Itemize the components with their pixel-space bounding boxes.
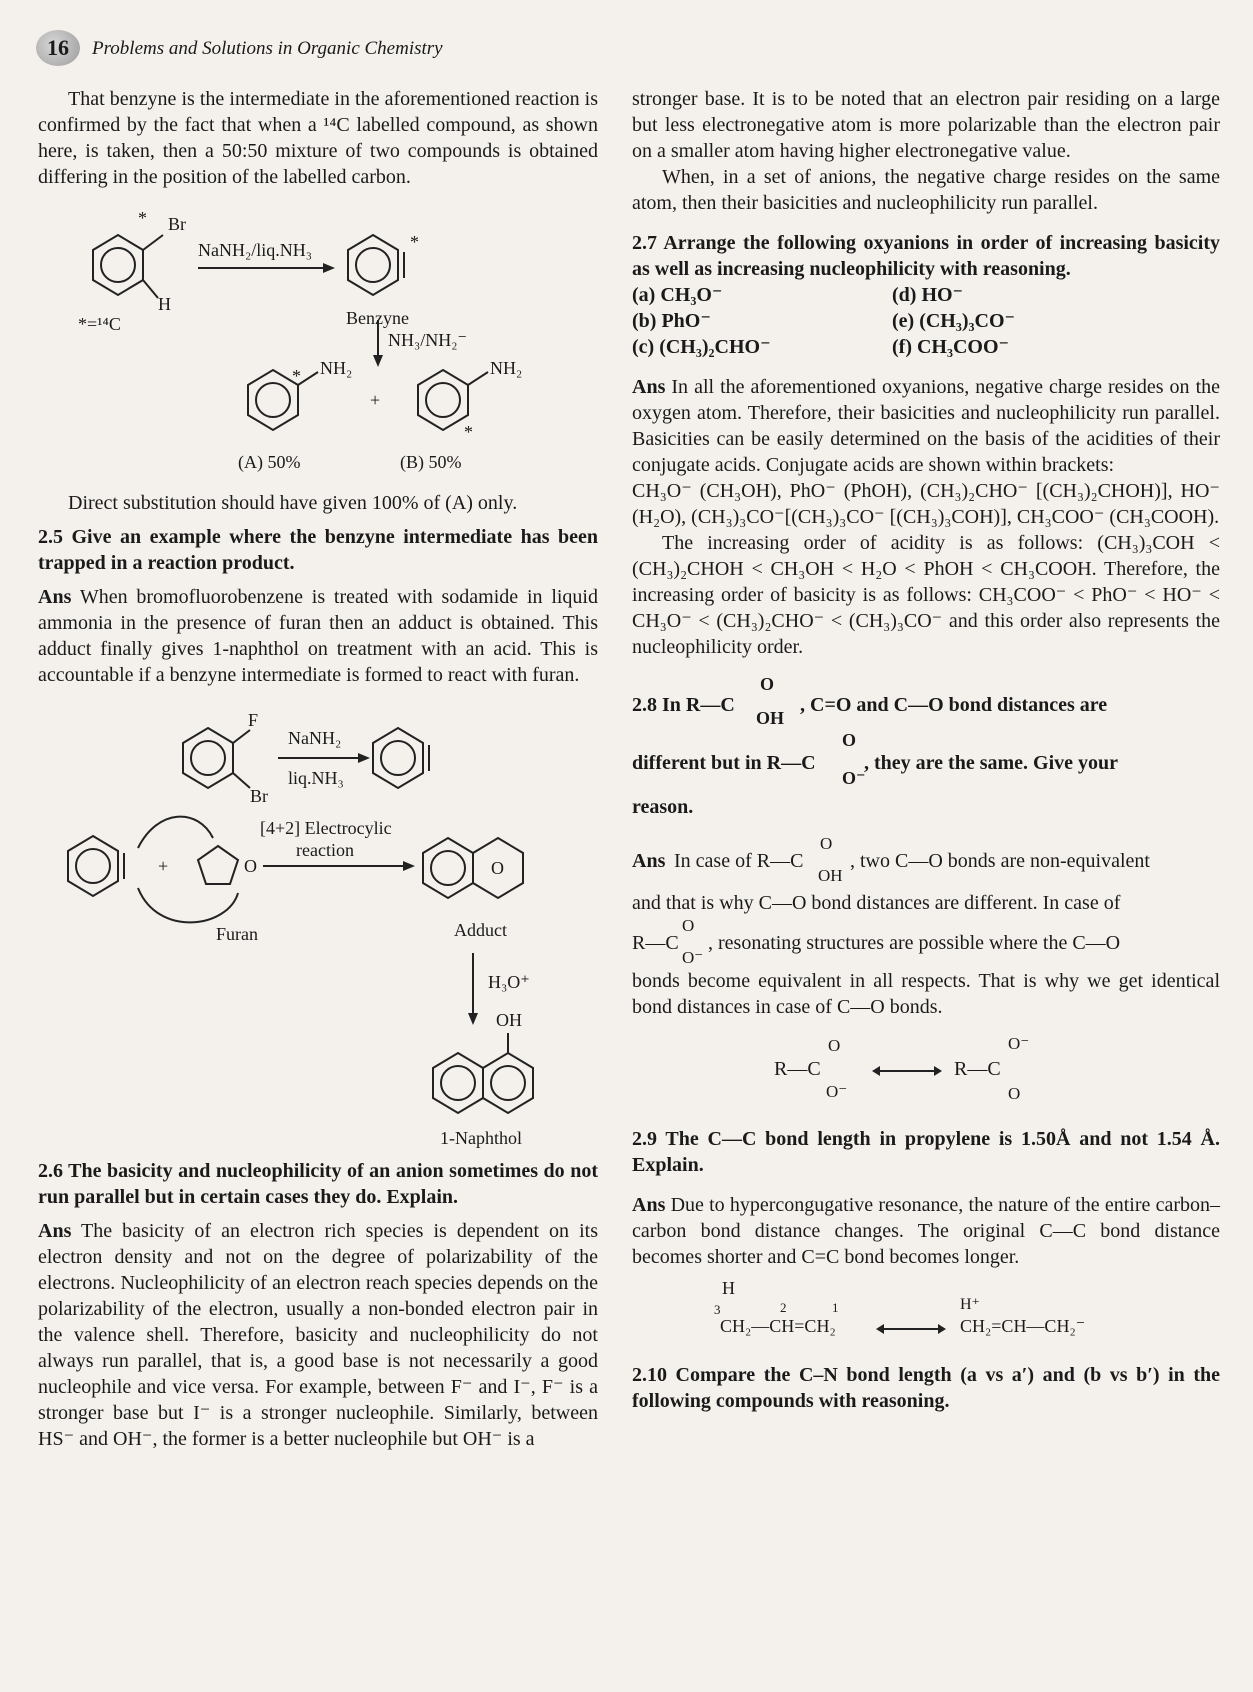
scheme2-acid: H₃O⁺ [488, 972, 530, 992]
answer-2-6-text: The basicity of an electron rich species is dependent on its electron density and not on the degree of polarizability of the electrons. Nucleophilicity of an electron reach species depends on the polarizability of the electron, usually a non-bonded electron pair in the valence shell. Therefore, basicity and nucleophilicity do not always run parallel, that is, a good base is not necessarily a good nucleophile and vice versa. For example, between F⁻ and I⁻, F⁻ is a stronger base but I⁻ is a stronger nucleophile. Similarly, between HS⁻ and OH⁻, the former is a better nucleophile but OH⁻ is a [38, 1220, 599, 1450]
hyper-num-3: 3 [714, 1302, 721, 1317]
a28-line3-post: , resonating structures are possible where the C—O [708, 932, 1121, 954]
q28-line2-pre: different but in R—C [632, 752, 816, 774]
scheme2-plus: + [158, 856, 169, 876]
scheme1-nh2-a: NH₂ [320, 358, 353, 378]
reso-left-o: O [828, 1036, 841, 1055]
resonance-arrow [872, 1064, 942, 1078]
answer-2-6 [38, 1218, 598, 1452]
question-2-8-line2 [632, 730, 1220, 794]
a28-line2: and that is why C—O bond distances are different. In case of [632, 892, 1121, 914]
conjugate-acids: CH₃O⁻ (CH₃OH), PhO⁻ (PhOH), (CH₃)₂CHO⁻ [(CH₃)₂CHOH)], HO⁻ (H₂O), (CH₃)₃CO⁻[(CH₃)₃CO⁻ [(CH₃)₃COH)], CH₃COO⁻ (CH₃COOH). [632, 480, 1220, 528]
oxyanion-d: (d) HO⁻ [892, 284, 964, 306]
q28-mid: , C=O and C—O bond distances are [800, 694, 1108, 716]
scheme2-f: F [248, 710, 259, 730]
scheme2-oh: OH [496, 1010, 522, 1030]
scheme2-adduct-o: O [491, 858, 504, 878]
answer-2-7-text: In all the aforementioned oxyanions, negative charge resides on the oxygen atom. Therefore, their basicities and nucleophilicity run parallel. Basicities can be easily determined on the basis of the acidities of their conjugate acids. Conjugate acids are shown within brackets: [632, 376, 1221, 476]
scheme1-br: Br [168, 214, 186, 234]
q28-oh: OH [756, 708, 785, 728]
q28-line2-post: , they are the same. Give your [864, 752, 1119, 774]
continued-paragraph: stronger base. It is to be noted that an electron pair residing on a large but less electronegative atom is more polarizable than the electron pair on a smaller atom having higher electronegative value. [632, 88, 1220, 162]
question-2-6: 2.6 The basicity and nucleophilicity of an anion sometimes do not run parallel but in certain cases they do. Explain. [38, 1160, 598, 1208]
reso-left-ominus: O⁻ [826, 1082, 848, 1101]
question-2-9: 2.9 The C—C bond length in propylene is 1.50Å and not 1.54 Å. Explain. [632, 1128, 1220, 1176]
q28-line3: reason. [632, 796, 694, 818]
a28-pre: In case of R—C [674, 850, 804, 872]
direct-substitution-note: Direct substitution should have given 100% of (A) only. [68, 492, 518, 514]
hyper-num-2: 2 [780, 1300, 787, 1315]
oxyanion-list-row-2 [632, 308, 1052, 334]
oxyanion-list-row-1 [632, 282, 1052, 308]
oxyanion-b: (b) PhO⁻ [632, 310, 711, 332]
scheme2-drawing [38, 688, 598, 1158]
a28-line4: bonds become equivalent in all respects. That is why we get identical bond distances in case of C—O bonds. [632, 970, 1220, 1018]
scheme1-benzyne-label: Benzyne [346, 308, 409, 328]
scheme1-a-label: (A) 50% [238, 452, 301, 472]
question-2-7: 2.7 Arrange the following oxyanions in order of increasing basicity as well as increasing nucleophilicity with reasoning. [632, 232, 1220, 280]
answer-2-9 [632, 1192, 1220, 1270]
benzyne-labelling-scheme [38, 190, 598, 490]
a28-line3-pre: R—C [632, 932, 679, 954]
hyper-resonance-arrow [876, 1322, 946, 1336]
answer-label: Ans [38, 586, 72, 608]
hyper-num-1: 1 [832, 1300, 839, 1315]
a28-post: , two C—O bonds are non-equivalent [850, 850, 1150, 872]
scheme2-reagent-top: NaNH₂ [288, 728, 342, 748]
question-2-8-line1 [632, 674, 1220, 730]
oxyanion-list-row-3 [632, 334, 1052, 360]
scheme1-h: H [158, 294, 171, 314]
scheme1-star-4: * [464, 422, 473, 442]
a28-line3-ominus: O⁻ [682, 948, 704, 967]
parallel-paragraph: When, in a set of anions, the negative charge resides on the same atom, then their basicities and nucleophilicity run parallel. [632, 166, 1220, 214]
scheme1-label-note: *=¹⁴C [78, 314, 121, 334]
scheme1-plus: + [370, 390, 381, 410]
furan-trapping-scheme [38, 688, 598, 1158]
answer-label: Ans [632, 376, 666, 398]
running-title: Problems and Solutions in Organic Chemistry [92, 38, 443, 59]
answer-2-7 [632, 374, 1220, 478]
scheme1-star-2: * [410, 232, 419, 252]
carboxylate-resonance [632, 1020, 1220, 1112]
scheme1-b-label: (B) 50% [400, 452, 462, 472]
q28-line2-o: O [842, 730, 857, 750]
scheme1-reagent: NaNH₂/liq.NH₃ [198, 240, 313, 260]
scheme2-product: 1-Naphthol [440, 1128, 522, 1148]
oxyanion-a: (a) CH₃O⁻ [632, 284, 723, 306]
answer-2-8-line3 [632, 916, 1220, 968]
scheme1-step2: NH₃/NH₂⁻ [388, 330, 468, 350]
answer-label: Ans [38, 1220, 72, 1242]
answer-2-9-text: Due to hypercongugative resonance, the nature of the entire carbon–carbon bond distance changes. The original C—C bond distance becomes shorter and C=C bond becomes longer. [632, 1194, 1220, 1268]
oxyanion-f: (f) CH₃COO⁻ [892, 336, 1010, 358]
q28-o: O [760, 674, 775, 694]
answer-2-8-line1 [632, 834, 1220, 890]
scheme2-br: Br [250, 786, 268, 806]
acidity-order: The increasing order of acidity is as follows: (CH₃)₃COH < (CH₃)₂CHOH < CH₃OH < H₂O < PhOH < CH₃COOH. Therefore, the increasing order of basicity is as follows: CH₃COO⁻ < PhO⁻ < HO⁻ < CH₃O⁻ < (CH₃)₂CHO⁻ < (CH₃)₃CO⁻ and this order also represents the nucleophilicity order. [632, 532, 1220, 658]
scheme2-cond1: [4+2] Electrocylic [260, 818, 392, 838]
page-number: 16 [36, 30, 80, 66]
oxyanion-c: (c) (CH₃)₂CHO⁻ [632, 336, 771, 358]
left-column [38, 86, 598, 1452]
scheme2-cond2: reaction [296, 840, 354, 860]
hyper-right: CH₂=CH—CH₂⁻ [960, 1316, 1086, 1336]
hyper-left: CH₂—CH=CH₂ [720, 1316, 836, 1336]
right-column [632, 86, 1220, 1414]
answer-2-5 [38, 584, 598, 688]
q28-line2-ominus: O⁻ [842, 768, 866, 788]
scheme1-star-1: * [138, 208, 147, 228]
hyperconjugation-scheme [632, 1270, 1220, 1362]
scheme1-star-3: * [292, 366, 301, 386]
oxyanion-e: (e) (CH₃)₃CO⁻ [892, 310, 1016, 332]
q28-pre: 2.8 In R—C [632, 694, 735, 716]
a28-oh: OH [818, 866, 843, 885]
reso-right-o: O [1008, 1084, 1021, 1103]
scheme1-drawing [38, 190, 598, 490]
a28-o: O [820, 834, 833, 853]
scheme2-furan-label: Furan [216, 924, 258, 944]
reso-right-ominus: O⁻ [1008, 1034, 1030, 1053]
scheme2-adduct-label: Adduct [454, 920, 507, 940]
scheme1-nh2-b: NH₂ [490, 358, 523, 378]
a28-line3-o: O [682, 916, 695, 935]
hyper-h: H [722, 1278, 735, 1298]
scheme2-furan-o: O [244, 856, 257, 876]
hyper-hplus: H⁺ [960, 1296, 980, 1313]
answer-label: Ans [632, 1194, 666, 1216]
answer-label: Ans [632, 850, 666, 872]
question-2-10: 2.10 Compare the C–N bond length (a vs a′) and (b vs b′) in the following compounds with reasoning. [632, 1364, 1220, 1412]
reso-right-r: R—C [954, 1058, 1001, 1080]
reso-left-r: R—C [774, 1058, 821, 1080]
question-2-5: 2.5 Give an example where the benzyne intermediate has been trapped in a reaction product. [38, 526, 598, 574]
intro-paragraph: That benzyne is the intermediate in the aforementioned reaction is confirmed by the fact that when a ¹⁴C labelled compound, as shown here, is taken, then a 50:50 mixture of two compounds is obtained differing in the position of the labelled carbon. [38, 88, 598, 188]
scheme2-reagent-bottom: liq.NH₃ [288, 768, 344, 788]
answer-2-5-text: When bromofluorobenzene is treated with sodamide in liquid ammonia in the presence of furan then an adduct is obtained. This adduct finally gives 1-naphthol on treatment with an acid. This is accountable if a benzyne intermediate is formed to react with furan. [38, 586, 598, 686]
